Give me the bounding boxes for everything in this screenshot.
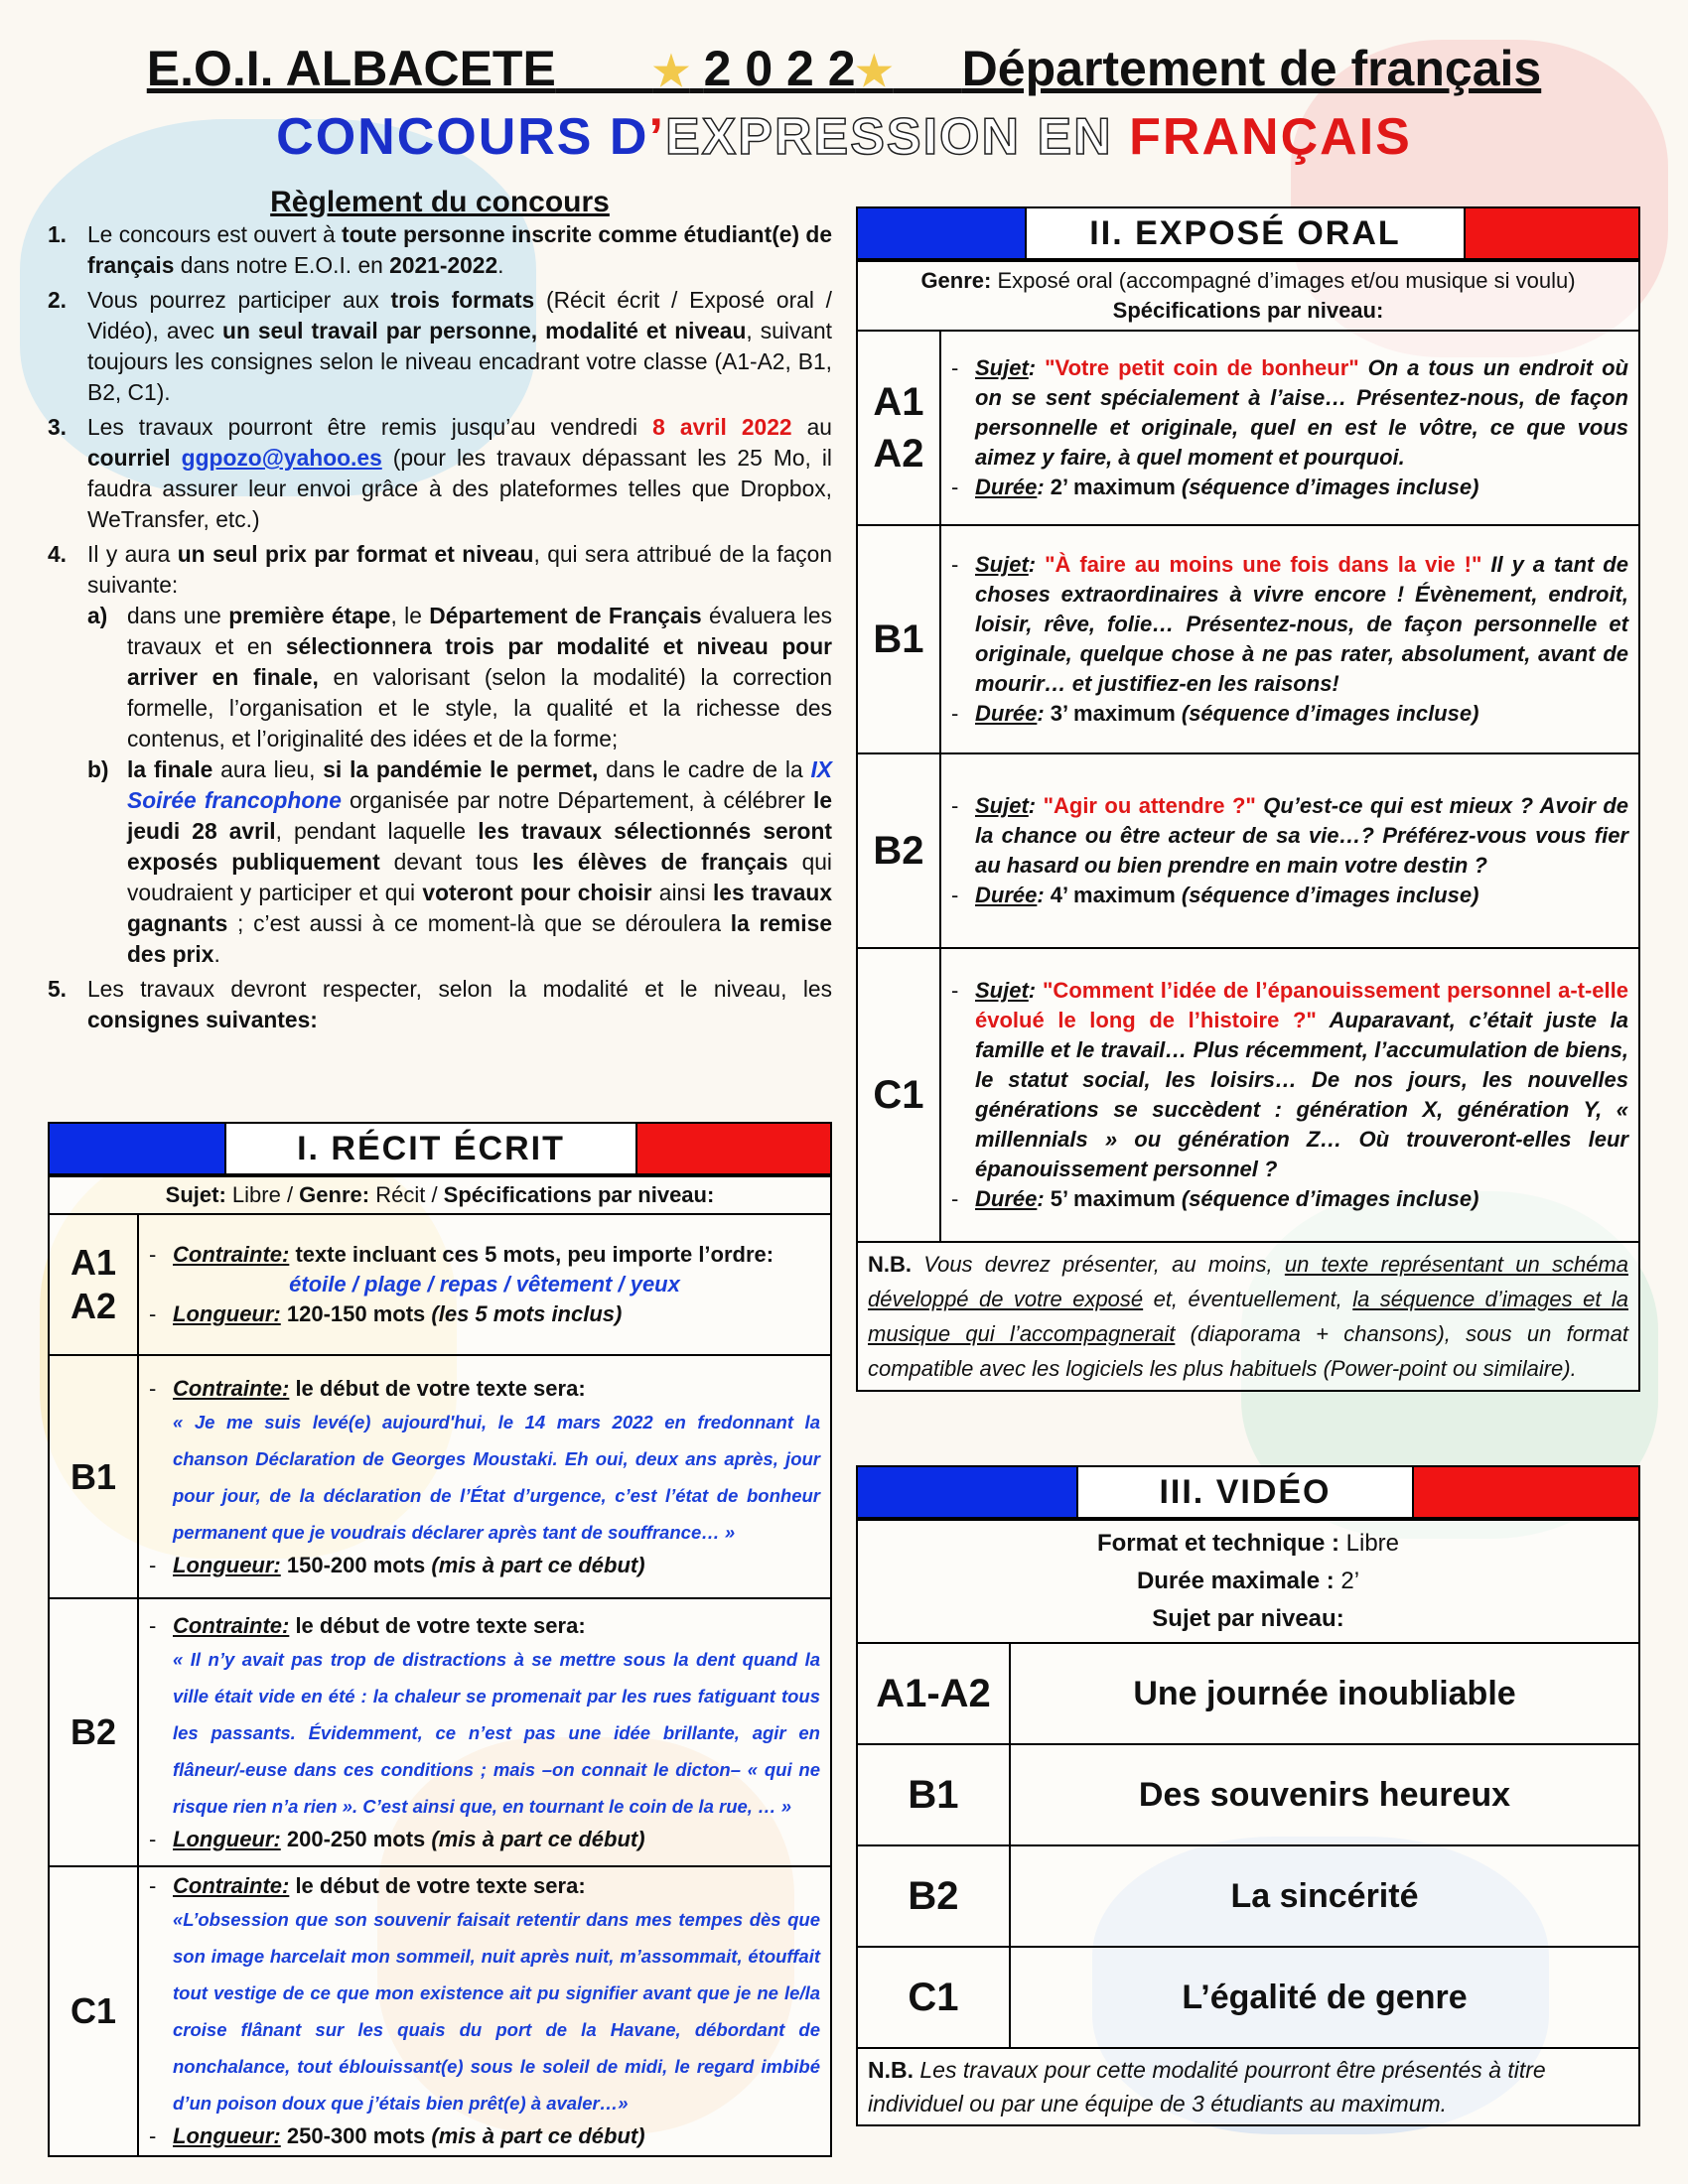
- video-topic: La sincérité: [1010, 1845, 1639, 1947]
- video-topic: L’égalité de genre: [1010, 1947, 1639, 2048]
- expose-b2-content: - Sujet: "Agir ou attendre ?" Qu’est-ce qui est mieux ? Avoir de la chance ou être acteur de sa vie…? Préférez-vous vous fier au hasard ou bien prendre en main votre destin ? - Durée: 4’ maximum (séquence d’images incluse): [940, 753, 1639, 948]
- video-level: B2: [857, 1845, 1010, 1947]
- recit-ecrit-section: [48, 1122, 832, 2157]
- expose-c1-content: - Sujet: "Comment l’idée de l’épanouissement personnel a-t-elle évolué le long de l’histoire ?" Auparavant, c’était juste la famille et le travail… Plus récemment, l’accumulation de biens, le statut social, les loisirs… De nos jours, les nouvelles générations se succèdent : génération X, génération Y, « millennials » ou génération Z… Où trouveront-elles leur épanouissement personnel ? - Durée: 5’ maximum (séquence d’images incluse): [940, 948, 1639, 1242]
- video-level: C1: [857, 1947, 1010, 2048]
- rule-5: 5. Les travaux devront respecter, selon la modalité et le niveau, les consignes suivantes:: [48, 976, 832, 1032]
- expose-b1-content: - Sujet: "À faire au moins une fois dans la vie !" Il y a tant de choses extraordinaires à vivre encore ! Évènement, endroit, loisir, rêve, folie… Présentez-nous, de façon personnelle et originale, quelque chose à ne pas rater, absolument, avant de mourir… et justifiez-en les raisons! - Durée: 3’ maximum (séquence d’images incluse): [940, 525, 1639, 753]
- rule-2: 2. Vous pourrez participer aux trois formats (Récit écrit / Exposé oral / Vidéo), avec un seul travail par personne, modalité et niveau, suivant toujours les consignes selon le niveau encadrant votre classe (A1-A2, B1, B2, C1).: [48, 287, 833, 405]
- department-name: Département de français: [961, 41, 1542, 96]
- star-icon: ★: [652, 48, 690, 94]
- video-title: III. VIDÉO: [1076, 1467, 1414, 1517]
- recit-b1-quote: « Je me suis levé(e) aujourd'hui, le 14 mars 2022 en fredonnant la chanson Déclaration de Georges Moustaki. Eh oui, deux ans après, jour pour jour, de la déclaration de l’État d’urgence, c’est l’état de bonheur permanent que je voudrais déclarer après tant de souffrance… »: [173, 1411, 820, 1543]
- recit-c1-quote: «L’obsession que son souvenir faisait retentir dans mes tempes dès que son image harcelait mon sommeil, nuit après nuit, m’assommait, étouffait tout vestige de ce que mon existence ait pu signifier avant que je ne le/la croise flânant sur les quais du port de la Havane, débordant de nonchalance, tout éblouissant(e) sous le soleil de midi, le regard imbibé d’un poison doux que j’étais bien prêt(e) à avaler…»: [173, 1909, 820, 2114]
- rule-3: 3. Les travaux pourront être remis jusqu’au vendredi 8 avril 2022 au courriel ggpozo@yahoo.es (pour les travaux dépassant les 25 Mo, il faudra assurer leur envoi grâce à des plateformes telles que Dropbox, WeTransfer, etc.): [48, 414, 832, 532]
- page-header: [0, 40, 1688, 97]
- page-title: CONCOURS D’EXPRESSION EN FRANÇAIS: [276, 108, 1412, 166]
- recit-c1-content: - Contrainte: le début de votre texte sera: «L’obsession que son souvenir faisait retentir dans mes tempes dès que son image harcelait mon sommeil, nuit après nuit, m’assommait, étouffait tout vestige de ce que mon existence ait pu signifier avant que je ne le/la croise flânant sur les quais du port de la Havane, débordant de nonchalance, tout éblouissant(e) sous le soleil de midi, le regard imbibé d’un poison doux que j’étais bien prêt(e) à avaler…» - Longueur: 250-300 mots (mis à part ce début): [138, 1866, 831, 2156]
- rules-section: [48, 187, 832, 1039]
- recit-b2-quote: « Il n’y avait pas trop de distractions à se mettre sous la dent quand la ville était vide en été : la chaleur se promenait par les rues fatiguant tous les passants. Évidemment, ce n’est pas une idée brillante, agir en flâneur/-euse dans ces conditions ; mais –on connait le dicton– « qui ne risque rien n’a rien ». C’est ainsi que, en tournant le coin de la rue, … »: [173, 1648, 820, 1817]
- video-topic: Des souvenirs heureux: [1010, 1744, 1639, 1845]
- recit-title: I. RÉCIT ÉCRIT: [224, 1124, 637, 1173]
- rule-4: 4. Il y aura un seul prix par format et niveau, qui sera attribué de la façon suivante: a) dans une première étape, le Département de Français évaluera les travaux et en sélectionnera trois par modalité et niveau pour arriver en finale, en valorisant (selon la modalité) la correction formelle, l’organisation et le style, la qualité et la richesse des contenus, et l’originalité des idées et de la forme; b) la finale aura lieu, si la pandémie le permet, dans le cadre de la IX Soirée francophone organisée par notre Département, à célébrer le jeudi 28 avril, pendant laquelle les travaux sélectionnés seront exposés publiquement devant tous les élèves de français qui voudraient y participer et qui voteront pour choisir ainsi les travaux gagnants ; c’est aussi à ce moment-là que se déroulera la remise des prix.: [48, 539, 832, 970]
- recit-level-b2: B2: [49, 1598, 138, 1866]
- expose-level-b1: B1: [857, 525, 940, 753]
- video-section: [856, 1465, 1640, 2126]
- video-level: B1: [857, 1744, 1010, 1845]
- expose-oral-section: [856, 206, 1640, 1392]
- recit-level-a1a2: A1 A2: [49, 1214, 138, 1355]
- rule-4b: b) la finale aura lieu, si la pandémie le permet, dans le cadre de la IX Soirée francophone organisée par notre Département, à célébrer le jeudi 28 avril, pendant laquelle les travaux sélectionnés seront exposés publiquement devant tous les élèves de français qui voudraient y participer et qui voteront pour choisir ainsi les travaux gagnants ; c’est aussi à ce moment-là que se déroulera la remise des prix.: [87, 756, 833, 967]
- recit-b2-content: - Contrainte: le début de votre texte sera: « Il n’y avait pas trop de distractions à se mettre sous la dent quand la ville était vide en été : la chaleur se promenait par les rues fatiguant tous les passants. Évidemment, ce n’est pas une idée brillante, agir en flâneur/-euse dans ces conditions ; mais –on connait le dicton– « qui ne risque rien n’a rien ». C’est ainsi que, en tournant le coin de la rue, … » - Longueur: 200-250 mots (mis à part ce début): [138, 1598, 831, 1866]
- recit-level-b1: B1: [49, 1355, 138, 1598]
- video-specs: Format et technique : Libre Durée maximale : 2’ Sujet par niveau:: [857, 1520, 1639, 1643]
- expose-level-b2: B2: [857, 753, 940, 948]
- school-name: E.O.I. ALBACETE: [146, 41, 556, 96]
- email-link[interactable]: ggpozo@yahoo.es: [181, 445, 382, 471]
- expose-level-a1a2: A1 A2: [857, 331, 940, 525]
- video-flag-header: [856, 1465, 1640, 1519]
- rules-heading: Règlement du concours: [270, 186, 610, 218]
- recit-level-c1: C1: [49, 1866, 138, 2156]
- video-level: A1-A2: [857, 1643, 1010, 1744]
- video-nb: N.B. Les travaux pour cette modalité pourront être présentés à titre individuel ou par une équipe de 3 étudiants au maximum.: [857, 2048, 1639, 2125]
- expose-genre: Genre: Exposé oral (accompagné d’images et/ou musique si voulu) Spécifications par niveau:: [857, 261, 1639, 331]
- expose-a1a2-content: - Sujet: "Votre petit coin de bonheur" On a tous un endroit où on se sent spécialement à l’aise… Présentez-nous, de façon personnelle et originale, quel en est le vôtre, ce que vous aimez y faire, à quel moment et pourquoi. - Durée: 2’ maximum (séquence d’images incluse): [940, 331, 1639, 525]
- expose-title: II. EXPOSÉ ORAL: [1025, 208, 1466, 258]
- recit-a1a2-content: - Contrainte: texte incluant ces 5 mots, peu importe l’ordre: étoile / plage / repas / vêtement / yeux - Longueur: 120-150 mots (les 5 mots inclus): [138, 1214, 831, 1355]
- recit-flag-header: [48, 1122, 832, 1175]
- recit-a1a2-words: étoile / plage / repas / vêtement / yeux: [289, 1272, 680, 1297]
- expose-flag-header: [856, 206, 1640, 260]
- rule-4a: a) dans une première étape, le Département de Français évaluera les travaux et en sélectionnera trois par modalité et niveau pour arriver en finale, en valorisant (selon la modalité) la correction formelle, l’organisation et le style, la qualité et la richesse des contenus, et l’originalité des idées et de la forme;: [87, 603, 832, 751]
- star-icon: ★: [855, 48, 894, 94]
- expose-level-c1: C1: [857, 948, 940, 1242]
- recit-spec: Sujet: Libre / Genre: Récit / Spécifications par niveau:: [49, 1176, 831, 1214]
- video-topic: Une journée inoubliable: [1010, 1643, 1639, 1744]
- rule-1: 1. Le concours est ouvert à toute personne inscrite comme étudiant(e) de français dans notre E.O.I. en 2021-2022.: [48, 221, 833, 278]
- year: 2 0 2 2: [703, 41, 856, 96]
- expose-nb: N.B. Vous devrez présenter, au moins, un texte représentant un schéma développé de votre exposé et, éventuellement, la séquence d’images et la musique qui l’accompagnerait (diaporama + chansons), sous un format compatible avec les logiciels les plus habituels (Power-point ou similaire).: [857, 1242, 1639, 1391]
- recit-b1-content: - Contrainte: le début de votre texte sera: « Je me suis levé(e) aujourd'hui, le 14 mars 2022 en fredonnant la chanson Déclaration de Georges Moustaki. Eh oui, deux ans après, jour pour jour, de la déclaration de l’État d’urgence, c’est l’état de bonheur permanent que je voudrais déclarer après tant de souffrance… » - Longueur: 150-200 mots (mis à part ce début): [138, 1355, 831, 1598]
